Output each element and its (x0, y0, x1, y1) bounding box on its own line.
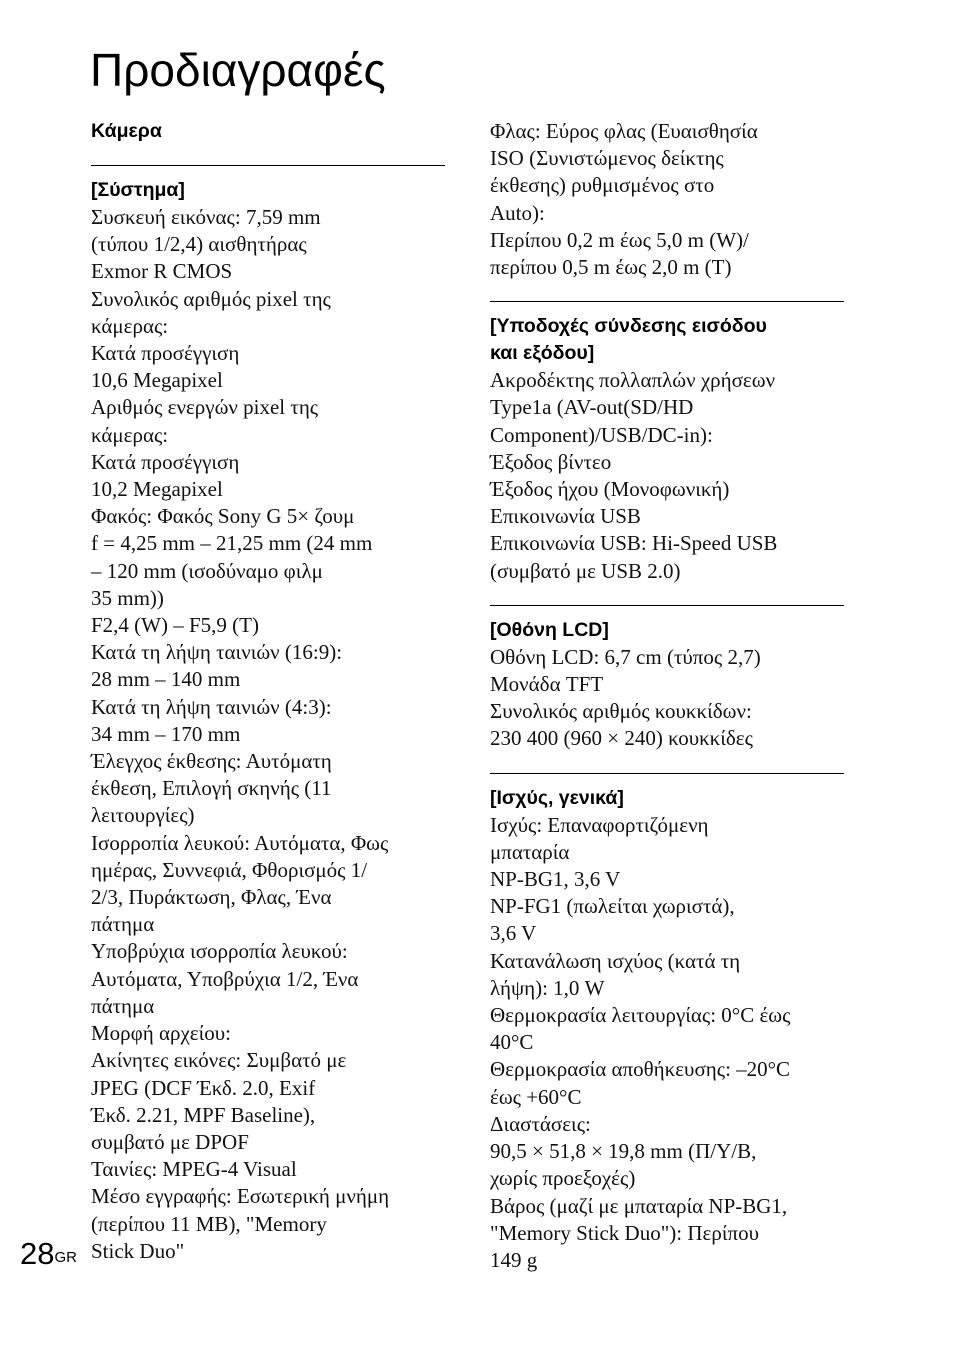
spec-value-line: Επικοινωνία USB (490, 504, 641, 529)
spec-item (490, 367, 844, 530)
spec-label-line: Συσκευή εικόνας: 7,59 mm (91, 205, 321, 229)
spec-value-line: 10,2 Megapixel (91, 477, 223, 502)
right-sections (490, 301, 844, 1274)
spec-value-line: κάμερας: (91, 313, 169, 338)
spec-value-line: Έξοδος ήχου (Μονοφωνική) (490, 477, 730, 502)
spec-item (91, 286, 445, 395)
spec-value-line: Auto): (490, 200, 545, 225)
spec-value-line: μπαταρία (490, 839, 570, 864)
spec-value-line: Stick Duo" (91, 1238, 185, 1263)
spec-value-line: χωρίς προεξοχές) (490, 1166, 636, 1191)
spec-label-line: Θερμοκρασία λειτουργίας: 0°C έως (490, 1003, 791, 1028)
spec-label-line: Κατανάλωση ισχύος (κατά τη (490, 948, 741, 973)
spec-value-line: κάμερας: (91, 422, 169, 447)
spec-label-line: Φλας: Εύρος φλας (Ευαισθησία (490, 119, 758, 143)
spec-label-line: Φακός: Φακός Sony G 5× ζουμ (91, 504, 355, 529)
spec-item (490, 1056, 844, 1110)
spec-item (490, 948, 844, 1002)
spec-value-line: Κατά τη λήψη ταινιών (16:9): (91, 640, 343, 665)
spec-value-line: Ακίνητες εικόνες: Συμβατό με (91, 1048, 347, 1073)
spec-value-line: 34 mm – 170 mm (91, 721, 241, 746)
flash-spec (490, 118, 844, 281)
spec-label-line: Οθόνη LCD: 6,7 cm (τύπος 2,7) (490, 644, 761, 669)
spec-value-line: – 120 mm (ισοδύναμο φιλμ (91, 558, 323, 583)
spec-value-line: έκθεση, Επιλογή σκηνής (11 (91, 776, 332, 801)
spec-value-line: 2/3, Πυράκτωση, Φλας, Ένα (91, 885, 332, 910)
left-column (91, 118, 445, 1265)
page-number (20, 1234, 77, 1274)
spec-label-line: Διαστάσεις: (490, 1111, 591, 1136)
spec-value-line: Κατά προσέγγιση (91, 449, 240, 474)
spec-item (91, 394, 445, 503)
spec-label-line: Μέσο εγγραφής: Εσωτερική μνήμη (91, 1184, 390, 1209)
spec-value-line: περίπου 0,5 m έως 2,0 m (T) (490, 255, 732, 280)
spec-item (91, 1020, 445, 1183)
system-spec-list (91, 204, 445, 1265)
spec-value-line: λειτουργίες) (91, 803, 195, 828)
spec-item (91, 503, 445, 748)
spec-label-line: Έλεγχος έκθεσης: Αυτόματη (91, 749, 332, 774)
spec-item (490, 644, 844, 698)
spec-item (490, 118, 844, 281)
spec-value-line: 3,6 V (490, 921, 537, 946)
spec-value-line: 35 mm)) (91, 585, 164, 610)
section-heading-line: [Οθόνη LCD] (490, 618, 609, 641)
spec-label-line: Μορφή αρχείου: (91, 1021, 232, 1046)
section-heading-line: [Ισχύς, γενικά] (490, 786, 624, 809)
spec-label-line: Βάρος (μαζί με μπαταρία NP-BG1, (490, 1193, 788, 1218)
spec-item (490, 1193, 844, 1275)
spec-item (91, 204, 445, 286)
spec-value-line: Μονάδα TFT (490, 672, 604, 697)
spec-item (490, 698, 844, 752)
spec-item (91, 1183, 445, 1265)
spec-item (490, 1111, 844, 1193)
spec-value-line: (συμβατό με USB 2.0) (490, 558, 681, 583)
spec-value-line: (τύπου 1/2,4) αισθητήρας (91, 232, 307, 257)
spec-value-line: έως +60°C (490, 1084, 582, 1109)
spec-label-line: Αριθμός ενεργών pixel της (91, 395, 319, 420)
page-number-suffix: GR (54, 1249, 77, 1266)
spec-value-line: 149 g (490, 1247, 538, 1272)
spec-item (91, 830, 445, 939)
spec-item (490, 812, 844, 948)
spec-value-line: λήψη): 1,0 W (490, 975, 605, 1000)
spec-value-line: Ταινίες: MPEG-4 Visual (91, 1157, 297, 1182)
spec-item (490, 530, 844, 584)
page-title: Προδιαγραφές (90, 44, 386, 96)
right-column (490, 118, 844, 1274)
spec-label-line: Ισχύς: Επαναφορτιζόμενη (490, 812, 709, 837)
spec-value-line: Component)/USB/DC-in): (490, 422, 713, 447)
spec-label-line: Υποβρύχια ισορροπία λευκού: (91, 939, 348, 964)
spec-value-line: (περίπου 11 MB), "Memory (91, 1211, 327, 1236)
spec-value-line: έκθεσης) ρυθμισμένος στο (490, 173, 715, 198)
section-heading-line: και εξόδου] (490, 342, 595, 365)
spec-value-line: Αυτόματα, Υποβρύχια 1/2, Ένα (91, 966, 359, 991)
section-heading (490, 606, 844, 644)
spec-value-line: JPEG (DCF Έκδ. 2.0, Exif (91, 1075, 316, 1100)
spec-value-line: πάτημα (91, 912, 155, 937)
spec-label-line: Ισορροπία λευκού: Αυτόματα, Φως (91, 830, 389, 855)
spec-value-line: πάτημα (91, 993, 155, 1018)
section-heading (490, 774, 844, 812)
spec-value-line: F2,4 (W) – F5,9 (T) (91, 613, 259, 638)
spec-label-line: Επικοινωνία USB: Hi-Speed USB (490, 531, 778, 556)
spec-value-line: Έξοδος βίντεο (490, 449, 612, 474)
spec-value-line: 40°C (490, 1030, 534, 1055)
system-heading: [Σύστημα] (91, 179, 185, 201)
spec-value-line: Exmor R CMOS (91, 259, 233, 284)
spec-value-line: f = 4,25 mm – 21,25 mm (24 mm (91, 531, 373, 556)
spec-value-line: "Memory Stick Duo"): Περίπου (490, 1220, 759, 1245)
spec-value-line: ημέρας, Συννεφιά, Φθορισμός 1/ (91, 857, 368, 882)
spec-value-line: 10,6 Megapixel (91, 368, 223, 393)
spec-value-line: NP-BG1, 3,6 V (490, 867, 621, 892)
spec-value-line: Κατά προσέγγιση (91, 341, 240, 366)
spec-label-line: Θερμοκρασία αποθήκευσης: –20°C (490, 1057, 791, 1082)
spec-value-line: 230 400 (960 × 240) κουκκίδες (490, 726, 753, 751)
page-number-value: 28 (20, 1236, 55, 1271)
spec-value-line: Κατά τη λήψη ταινιών (4:3): (91, 694, 332, 719)
spec-value-line: NP-FG1 (πωλείται χωριστά), (490, 894, 735, 919)
section-heading (490, 302, 844, 367)
spec-label-line: Συνολικός αριθμός pixel της (91, 286, 331, 311)
spec-value-line: 28 mm – 140 mm (91, 667, 241, 692)
section-heading-line: [Υποδοχές σύνδεσης εισόδου (490, 315, 767, 338)
spec-item (91, 748, 445, 830)
spec-item (91, 938, 445, 1020)
spec-value-line: Έκδ. 2.21, MPF Baseline), (91, 1102, 316, 1127)
spec-value-line: Περίπου 0,2 m έως 5,0 m (W)/ (490, 227, 749, 252)
spec-value-line: 90,5 × 51,8 × 19,8 mm (Π/Υ/Β, (490, 1139, 757, 1164)
camera-heading: Κάμερα (91, 120, 162, 142)
spec-label-line: Συνολικός αριθμός κουκκίδων: (490, 699, 752, 724)
spec-label-line: Ακροδέκτης πολλαπλών χρήσεων (490, 368, 776, 393)
spec-value-line: συμβατό με DPOF (91, 1129, 249, 1154)
spec-value-line: ISO (Συνιστώμενος δείκτης (490, 146, 724, 171)
spec-item (490, 1002, 844, 1056)
spec-value-line: Type1a (AV-out(SD/HD (490, 395, 694, 420)
